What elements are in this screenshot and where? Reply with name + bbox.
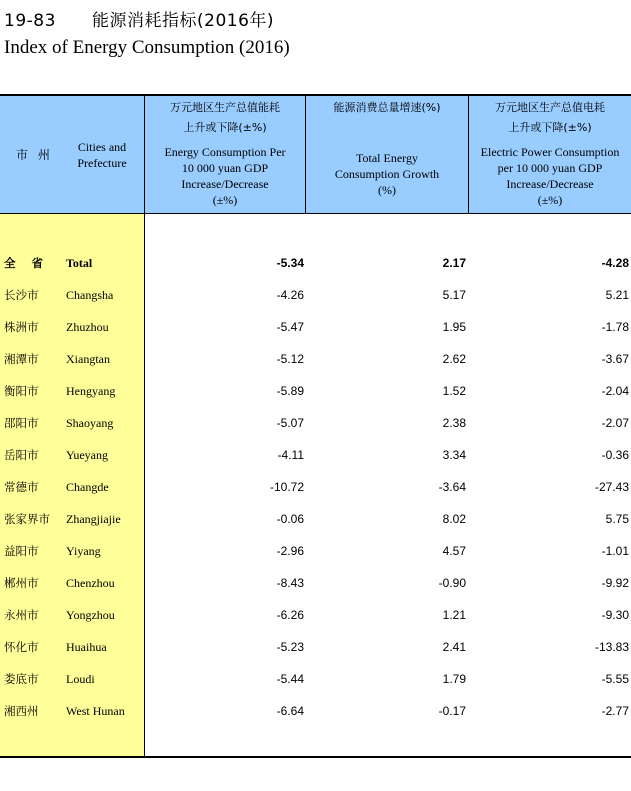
cell-power-per-gdp: 5.21 <box>605 288 629 302</box>
cell-energy-growth: 3.34 <box>442 448 466 462</box>
cell-power-per-gdp: -9.92 <box>601 576 629 590</box>
table-row-total <box>0 247 631 279</box>
column-header-cn-line: 能源消费总量增速(%) <box>333 101 441 114</box>
column-header-energy-per-gdp <box>145 98 305 208</box>
cell-energy-growth: 5.17 <box>442 288 466 302</box>
table-title-en: Index of Energy Consumption (2016) <box>4 37 290 58</box>
cell-city-cn: 永州市 <box>4 608 39 622</box>
stub-header-cn: 市 州 <box>16 148 53 162</box>
cell-city-en: Yiyang <box>66 544 101 558</box>
cell-energy-per-gdp: -0.06 <box>276 512 304 526</box>
table-number: 19-83 <box>4 11 56 31</box>
cell-city-cn: 邵阳市 <box>4 416 39 430</box>
cell-power-per-gdp: -0.36 <box>601 448 629 462</box>
cell-energy-per-gdp: -5.12 <box>276 352 304 366</box>
cell-energy-per-gdp: -4.26 <box>276 288 304 302</box>
cell-energy-growth: -0.90 <box>438 576 466 590</box>
table-row <box>0 599 631 631</box>
column-header-en-line: Energy Consumption Per <box>164 145 286 159</box>
cell-city-cn: 常德市 <box>4 480 39 494</box>
stub-header-en-line: Cities and <box>77 140 127 154</box>
table-row <box>0 375 631 407</box>
cell-energy-per-gdp: -5.07 <box>276 416 304 430</box>
cell-energy-per-gdp: -4.11 <box>277 448 304 462</box>
cell-energy-growth: 1.79 <box>442 672 466 686</box>
cell-city-en: Zhuzhou <box>66 320 109 334</box>
cell-city-en: Yueyang <box>66 448 108 462</box>
column-header-cn-line: 万元地区生产总值电耗 <box>495 101 605 114</box>
cell-energy-growth: 1.52 <box>442 384 466 398</box>
bottom-rule <box>0 756 631 758</box>
table-row <box>0 471 631 503</box>
table-row <box>0 567 631 599</box>
table-row <box>0 663 631 695</box>
cell-energy-per-gdp: -5.89 <box>276 384 304 398</box>
cell-energy-growth: 4.57 <box>442 544 466 558</box>
cell-energy-per-gdp: -10.72 <box>269 480 304 494</box>
cell-power-per-gdp: -1.78 <box>601 320 629 334</box>
cell-city-cn: 张家界市 <box>4 512 50 526</box>
cell-energy-per-gdp: -6.64 <box>276 704 304 718</box>
cell-city-en: Shaoyang <box>66 416 114 430</box>
cell-city-cn: 湘潭市 <box>4 352 39 366</box>
column-header-en-line: Increase/Decrease <box>181 177 269 191</box>
cell-city-cn: 湘西州 <box>4 704 39 718</box>
table-body <box>0 247 631 727</box>
table-title-cn-text: 能源消耗指标(2016年) <box>92 11 275 31</box>
cell-city-en: Chenzhou <box>66 576 115 590</box>
cell-energy-growth: 2.62 <box>442 352 466 366</box>
table-row <box>0 279 631 311</box>
cell-power-per-gdp: -9.30 <box>601 608 629 622</box>
cell-power-per-gdp: -13.83 <box>594 640 629 654</box>
cell-power-per-gdp: -2.77 <box>601 704 629 718</box>
cell-energy-per-gdp: -2.96 <box>276 544 304 558</box>
cell-power-per-gdp: -27.43 <box>594 480 629 494</box>
cell-city-cn: 怀化市 <box>4 640 39 654</box>
table-row <box>0 311 631 343</box>
table-row <box>0 631 631 663</box>
table-title-cn <box>4 6 274 31</box>
cell-city-en: Huaihua <box>66 640 107 654</box>
cell-city-en: Yongzhou <box>66 608 115 622</box>
cell-city-en: Hengyang <box>66 384 116 398</box>
cell-energy-per-gdp: -5.34 <box>276 256 304 270</box>
cell-power-per-gdp: -2.07 <box>601 416 629 430</box>
cell-energy-per-gdp: -6.26 <box>276 608 304 622</box>
column-header-cn-line: 上升或下降(±%) <box>508 121 592 134</box>
column-header-en-line: Electric Power Consumption <box>480 145 620 159</box>
cell-power-per-gdp: -2.04 <box>601 384 629 398</box>
column-header-energy-growth <box>306 98 468 198</box>
column-header-en-line: Consumption Growth <box>334 167 440 181</box>
cell-city-cn: 益阳市 <box>4 544 39 558</box>
cell-energy-growth: 8.02 <box>442 512 466 526</box>
cell-energy-per-gdp: -5.23 <box>276 640 304 654</box>
cell-energy-growth: 2.38 <box>442 416 466 430</box>
cell-city-cn: 全 省 <box>4 256 50 270</box>
cell-energy-growth: 1.21 <box>442 608 466 622</box>
cell-city-cn: 株洲市 <box>4 320 39 334</box>
cell-energy-per-gdp: -8.43 <box>276 576 304 590</box>
stub-header-en <box>62 139 142 171</box>
table-row <box>0 439 631 471</box>
stub-header-en-line: Prefecture <box>77 156 127 170</box>
cell-power-per-gdp: -3.67 <box>601 352 629 366</box>
cell-power-per-gdp: -4.28 <box>601 256 629 270</box>
cell-energy-growth: -3.64 <box>438 480 466 494</box>
column-header-en-line: (±%) <box>212 193 238 207</box>
table-row <box>0 503 631 535</box>
cell-city-en: Changde <box>66 480 109 494</box>
column-header-en-line: Total Energy <box>356 151 418 165</box>
cell-energy-growth: 2.17 <box>442 256 466 270</box>
column-header-en-line: per 10 000 yuan GDP <box>497 161 603 175</box>
column-header-en-line: Increase/Decrease <box>506 177 594 191</box>
column-header-en-line: 10 000 yuan GDP <box>181 161 269 175</box>
cell-energy-per-gdp: -5.47 <box>276 320 304 334</box>
cell-city-en: Xiangtan <box>66 352 110 366</box>
column-header-en-line: (%) <box>378 183 396 197</box>
cell-power-per-gdp: -1.01 <box>601 544 629 558</box>
cell-city-en: Loudi <box>66 672 95 686</box>
cell-energy-growth: 2.41 <box>442 640 466 654</box>
cell-power-per-gdp: -5.55 <box>601 672 629 686</box>
cell-power-per-gdp: 5.75 <box>605 512 629 526</box>
table-row <box>0 695 631 727</box>
cell-energy-growth: -0.17 <box>438 704 466 718</box>
cell-energy-per-gdp: -5.44 <box>276 672 304 686</box>
cell-city-cn: 郴州市 <box>4 576 39 590</box>
cell-city-en: Total <box>66 256 93 270</box>
cell-city-cn: 岳阳市 <box>4 448 39 462</box>
column-header-cn-line: 上升或下降(±%) <box>183 121 267 134</box>
table-row <box>0 407 631 439</box>
cell-city-en: Zhangjiajie <box>66 512 121 526</box>
column-header-power-per-gdp <box>469 98 631 208</box>
column-header-cn-line: 万元地区生产总值能耗 <box>170 101 280 114</box>
cell-city-cn: 长沙市 <box>4 288 39 302</box>
cell-city-cn: 衡阳市 <box>4 384 39 398</box>
cell-energy-growth: 1.95 <box>442 320 466 334</box>
table-row <box>0 535 631 567</box>
table-row <box>0 343 631 375</box>
cell-city-en: West Hunan <box>66 704 125 718</box>
column-header-en-line: (±%) <box>537 193 563 207</box>
cell-city-cn: 娄底市 <box>4 672 39 686</box>
cell-city-en: Changsha <box>66 288 114 302</box>
